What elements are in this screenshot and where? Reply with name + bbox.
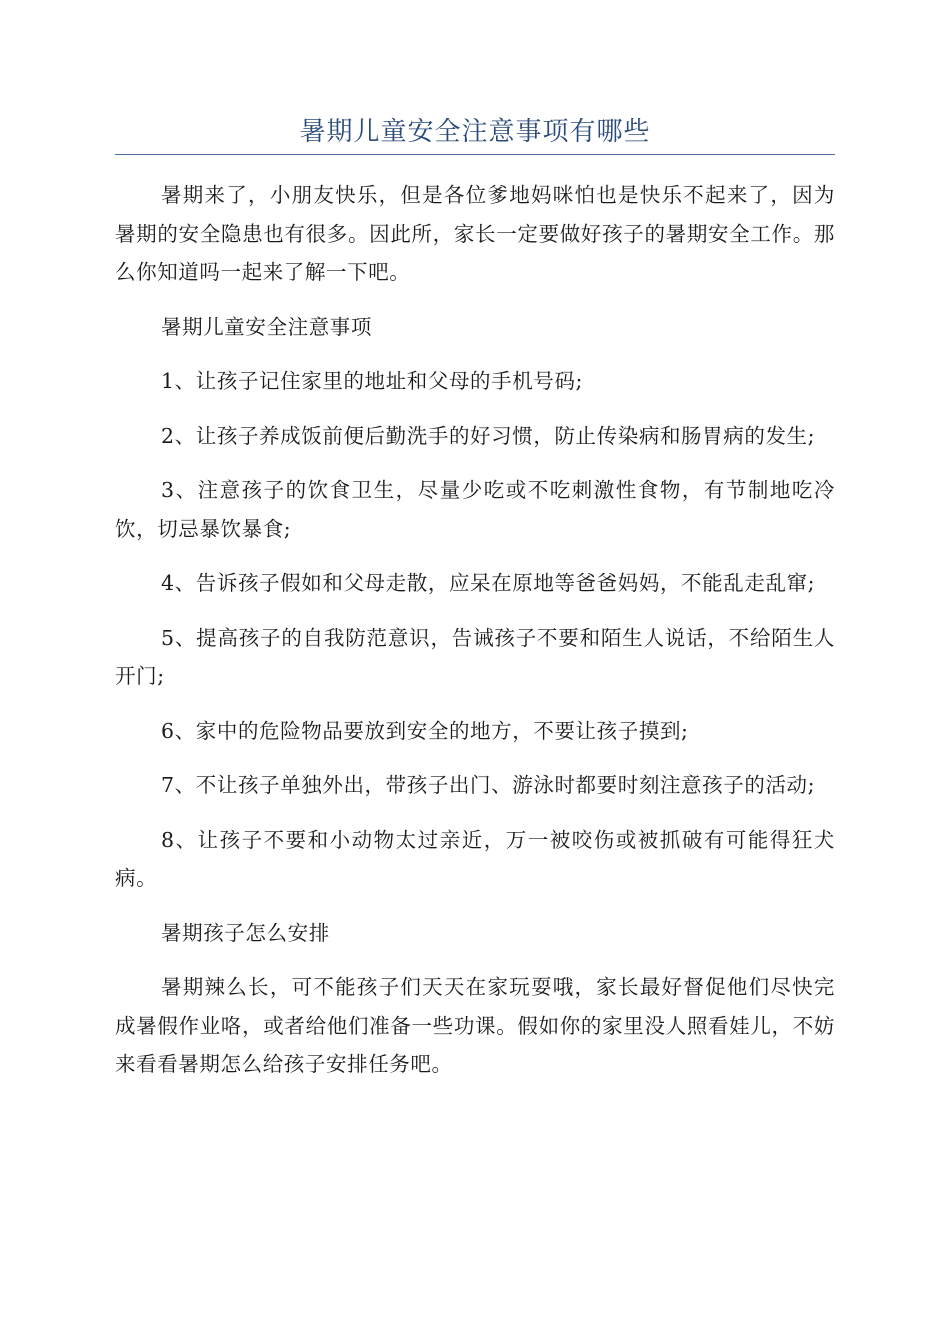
document-title: 暑期儿童安全注意事项有哪些 (299, 117, 651, 147)
list-item: 8、让孩子不要和小动物太过亲近，万一被咬伤或被抓破有可能得狂犬病。 (115, 827, 835, 890)
list-item: 7、不让孩子单独外出，带孩子出门、游泳时都要时刻注意孩子的活动; (161, 773, 816, 797)
document-body (115, 176, 835, 1100)
list-item: 3、注意孩子的饮食卫生，尽量少吃或不吃刺激性食物，有节制地吃冷饮，切忌暴饮暴食; (115, 478, 835, 541)
arrangement-paragraph: 暑期辣么长，可不能孩子们天天在家玩耍哦，家长最好督促他们尽快完成暑假作业咯，或者给他们准备一些功课。假如你的家里没人照看娃儿，不妨来看看暑期怎么给孩子安排任务吧。 (115, 975, 835, 1076)
section-heading-safety: 暑期儿童安全注意事项 (161, 314, 372, 339)
list-item: 2、让孩子养成饭前便后勤洗手的好习惯，防止传染病和肠胃病的发生; (161, 423, 816, 448)
list-item: 4、告诉孩子假如和父母走散，应呆在原地等爸爸妈妈，不能乱走乱窜; (161, 571, 816, 595)
list-item: 5、提高孩子的自我防范意识，告诫孩子不要和陌生人说话，不给陌生人开门; (115, 625, 835, 688)
title-underline (115, 154, 835, 155)
list-item: 1、让孩子记住家里的地址和父母的手机号码; (161, 369, 584, 393)
list-item: 6、家中的危险物品要放到安全的地方，不要让孩子摸到; (161, 718, 689, 743)
intro-paragraph: 暑期来了，小朋友快乐，但是各位爹地妈咪怕也是快乐不起来了，因为暑期的安全隐患也有很多。因此所，家长一定要做好孩子的暑期安全工作。那么你知道吗一起来了解一下吧。 (115, 183, 835, 284)
section-heading-arrangement: 暑期孩子怎么安排 (161, 920, 330, 945)
